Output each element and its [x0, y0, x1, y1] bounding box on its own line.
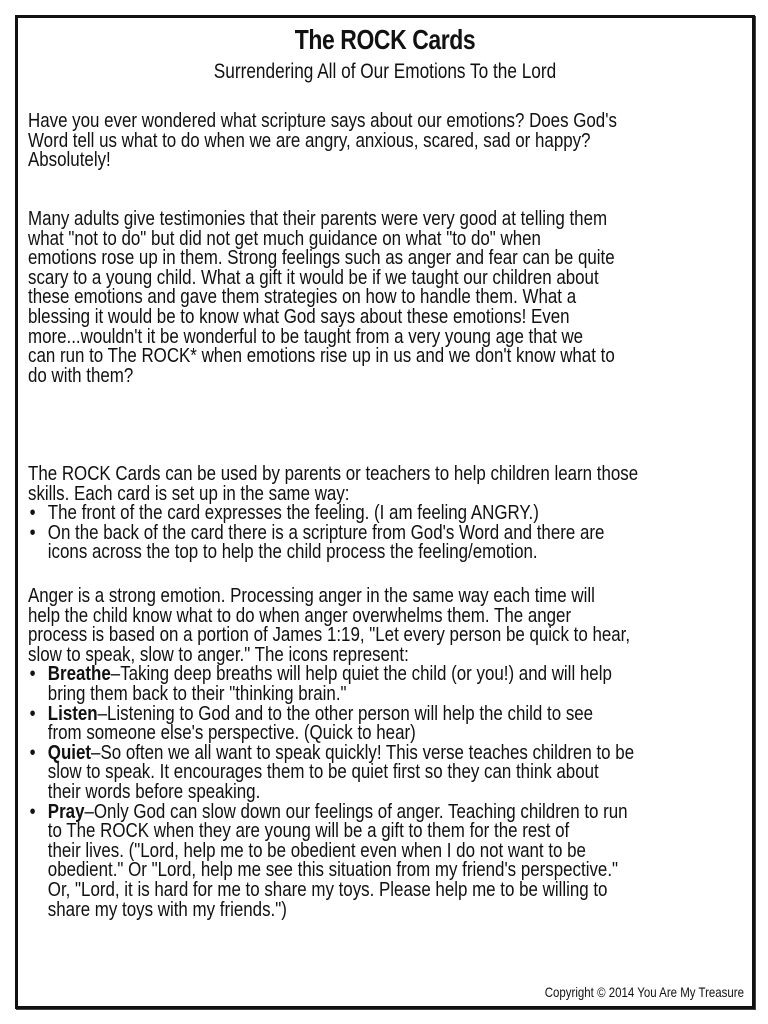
text-line: to The ROCK when they are young will be a gift to them for the rest of — [47, 819, 570, 843]
intro-paragraph — [28, 111, 738, 170]
text-line: Many adults give testimonies that their parents were very good at telling them — [28, 207, 608, 230]
page-title: The ROCK Cards — [294, 24, 476, 55]
text-line: icons across the top to help the child process the feeling/emotion. — [47, 540, 538, 564]
page-subtitle: Surrendering All of Our Emotions To the Lord — [213, 60, 557, 83]
term-quiet: Quiet — [47, 740, 92, 764]
testimonies-paragraph — [28, 209, 738, 385]
text-line: –Only God can slow down our feelings of anger. Teaching children to run — [84, 799, 628, 823]
bullet-icon: • — [29, 740, 36, 764]
text-line: share my toys with my friends.") — [47, 897, 287, 921]
text-line: The front of the card expresses the feeling. (I am feeling ANGRY.) — [47, 501, 539, 525]
text-line: what "not to do" but did not get much guidance on what "to do" when — [28, 226, 541, 250]
text-line: help the child know what to do when anger overwhelms them. The anger — [28, 603, 572, 627]
text-line: Absolutely! — [28, 148, 111, 172]
bullet-icon: • — [29, 701, 36, 725]
term-breathe: Breathe — [47, 662, 111, 686]
text-line: The ROCK Cards can be used by parents or teachers to help children learn those — [28, 462, 639, 485]
text-line: slow to speak. It encourages them to be quiet first so they can think about — [47, 760, 599, 784]
bullet-pray — [28, 799, 738, 921]
bullet-icon: • — [29, 501, 36, 525]
text-line: Anger is a strong emotion. Processing anger in the same way each time will — [28, 584, 595, 607]
bullet-icon: • — [29, 662, 36, 686]
text-line: –Taking deep breaths will help quiet the child (or you!) and will help — [110, 662, 612, 686]
text-line: their lives. ("Lord, help me to be obedient even when I do not want to be — [47, 838, 586, 862]
text-line: their words before speaking. — [47, 779, 261, 803]
anger-process-paragraph — [28, 586, 738, 919]
text-line: scary to a young child. What a gift it would be if we taught our children about — [28, 265, 599, 289]
text-line: Have you ever wondered what scripture says about our emotions? Does God's — [28, 109, 617, 132]
text-line: can run to The ROCK* when emotions rise up in us and we don't know what to — [28, 344, 615, 368]
bullet-listen — [28, 701, 738, 745]
text-line: from someone else's perspective. (Quick to hear) — [47, 721, 416, 745]
text-line: these emotions and gave them strategies on how to handle them. What a — [28, 285, 577, 309]
copyright-notice: Copyright © 2014 You Are My Treasure — [544, 984, 744, 1000]
text-line: On the back of the card there is a scripture from God's Word and there are — [47, 520, 605, 544]
text-line: Word tell us what to do when we are angry, anxious, scared, sad or happy? — [28, 128, 591, 152]
document-frame — [15, 15, 755, 1009]
text-line: more...wouldn't it be wonderful to be taught from a very young age that we — [28, 324, 584, 348]
text-line: process is based on a portion of James 1:19, "Let every person be quick to hear, — [28, 623, 631, 647]
text-line: do with them? — [28, 363, 134, 387]
text-line: emotions rose up in them. Strong feelings such as anger and fear can be quite — [28, 246, 615, 270]
text-line: skills. Each card is set up in the same way: — [28, 481, 350, 505]
bullet-card-back — [28, 520, 738, 564]
bullet-icon: • — [29, 799, 36, 823]
cards-usage-paragraph — [28, 464, 738, 562]
text-line: obedient." Or "Lord, help me see this situation from my friend's perspective." — [47, 858, 619, 882]
bullet-icon: • — [29, 520, 36, 544]
term-pray: Pray — [47, 799, 85, 823]
text-line: –So often we all want to speak quickly! This verse teaches children to be — [91, 740, 635, 764]
bullet-quiet — [28, 740, 738, 803]
bullet-card-front — [28, 503, 738, 523]
text-line: bring them back to their "thinking brain." — [47, 681, 347, 705]
bullet-breathe — [28, 664, 738, 703]
text-line: Or, "Lord, it is hard for me to share my toys. Please help me to be willing to — [47, 877, 608, 901]
text-line: blessing it would be to know what God says about these emotions! Even — [28, 304, 570, 328]
text-line: slow to speak, slow to anger." The icons represent: — [28, 642, 409, 666]
text-line: –Listening to God and to the other person will help the child to see — [97, 701, 594, 725]
term-listen: Listen — [47, 701, 98, 725]
